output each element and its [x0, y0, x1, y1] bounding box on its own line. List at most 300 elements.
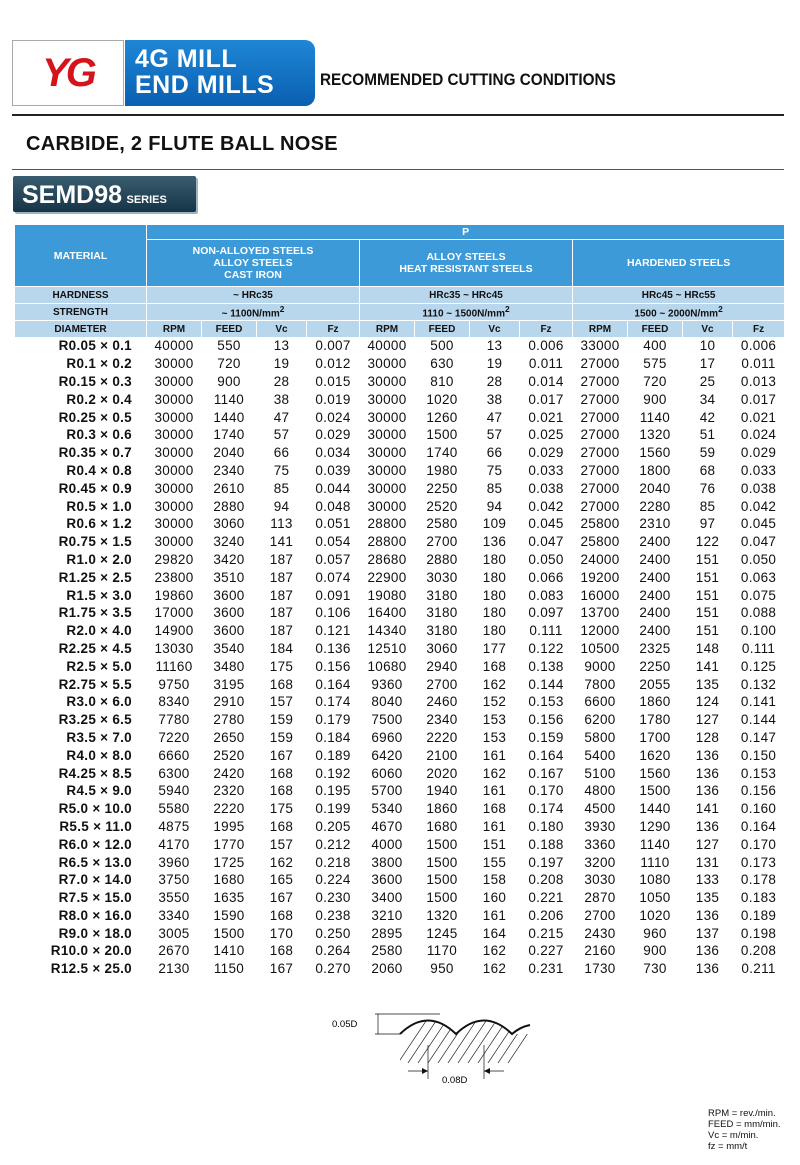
- value-cell: 0.125: [733, 658, 785, 676]
- diameter-cell: [15, 462, 147, 480]
- value-cell: 0.029: [733, 444, 785, 462]
- value-cell: 136: [683, 960, 733, 978]
- value-cell: 3200: [573, 854, 628, 872]
- table-row: [15, 800, 785, 818]
- times-symbol: ×: [100, 427, 109, 443]
- legend-fz: fz = mm/t: [708, 1141, 748, 1152]
- times-symbol: ×: [100, 356, 109, 372]
- diameter-cell: [15, 960, 147, 978]
- value-cell: 2895: [360, 925, 415, 943]
- value-cell: 6300: [147, 765, 202, 783]
- value-cell: 0.039: [307, 462, 360, 480]
- diameter-value: 0.3: [112, 373, 132, 389]
- value-cell: 30000: [147, 426, 202, 444]
- radius-value: R7.5: [58, 890, 89, 906]
- radius-value: R9.0: [58, 925, 89, 941]
- value-cell: 1995: [202, 818, 257, 836]
- radius-value: R0.05: [58, 338, 97, 354]
- value-cell: 3480: [202, 658, 257, 676]
- diameter-value: 5.5: [112, 676, 132, 692]
- legend-vc: Vc = m/min.: [708, 1130, 759, 1141]
- radius-value: R5.5: [59, 818, 90, 834]
- value-cell: 2700: [415, 533, 470, 551]
- value-cell: 1080: [628, 871, 683, 889]
- value-cell: 187: [257, 622, 307, 640]
- value-cell: 0.160: [733, 800, 785, 818]
- value-cell: 2400: [628, 622, 683, 640]
- radius-value: R0.4: [66, 462, 97, 478]
- value-cell: 168: [257, 676, 307, 694]
- value-cell: 57: [257, 426, 307, 444]
- diameter-value: 0.6: [112, 427, 132, 443]
- value-cell: 0.024: [733, 426, 785, 444]
- value-cell: 0.033: [733, 462, 785, 480]
- header-subtitle: RECOMMENDED CUTTING CONDITIONS: [320, 70, 616, 89]
- value-cell: 3005: [147, 925, 202, 943]
- value-cell: 4670: [360, 818, 415, 836]
- value-cell: 1020: [415, 391, 470, 409]
- times-symbol: ×: [100, 712, 109, 728]
- value-cell: 187: [257, 587, 307, 605]
- value-cell: 8340: [147, 693, 202, 711]
- value-cell: 34: [683, 391, 733, 409]
- series-badge: [13, 176, 196, 212]
- radius-value: R2.0: [66, 623, 97, 639]
- strength-2-value: 1110 ~ 1500N/mm: [422, 308, 505, 320]
- times-symbol: ×: [100, 783, 109, 799]
- value-cell: 0.184: [307, 729, 360, 747]
- value-cell: 0.100: [733, 622, 785, 640]
- diameter-value: 6.5: [112, 712, 132, 728]
- value-cell: 3600: [202, 622, 257, 640]
- group-1-line-3: CAST IRON: [224, 269, 282, 281]
- table-row: [15, 836, 785, 854]
- value-cell: 2460: [415, 693, 470, 711]
- value-cell: 3960: [147, 854, 202, 872]
- radius-value: R7.0: [58, 872, 89, 888]
- value-cell: 3600: [202, 587, 257, 605]
- col-header-feed-2: FEED: [415, 321, 470, 338]
- radius-value: R0.35: [58, 445, 97, 461]
- value-cell: 17: [683, 355, 733, 373]
- value-cell: 0.198: [733, 925, 785, 943]
- radius-value: R1.0: [66, 551, 97, 567]
- value-cell: 187: [257, 551, 307, 569]
- value-cell: 720: [202, 355, 257, 373]
- col-header-fz-1: Fz: [307, 321, 360, 338]
- diameter-value: 13.0: [104, 854, 132, 870]
- times-symbol: ×: [100, 534, 109, 550]
- diameter-cell: [15, 854, 147, 872]
- value-cell: 2650: [202, 729, 257, 747]
- table-row: [15, 658, 785, 676]
- value-cell: 27000: [573, 444, 628, 462]
- value-cell: 30000: [147, 515, 202, 533]
- value-cell: 2020: [415, 765, 470, 783]
- value-cell: 148: [683, 640, 733, 658]
- diameter-cell: [15, 907, 147, 925]
- table-row: [15, 640, 785, 658]
- value-cell: 40000: [147, 338, 202, 356]
- value-cell: 1860: [628, 693, 683, 711]
- col-header-feed-1: FEED: [202, 321, 257, 338]
- value-cell: 3400: [360, 889, 415, 907]
- value-cell: 2940: [415, 658, 470, 676]
- table-row: [15, 338, 785, 356]
- radius-value: R0.25: [58, 409, 97, 425]
- value-cell: 0.057: [307, 551, 360, 569]
- times-symbol: ×: [100, 516, 109, 532]
- value-cell: 47: [470, 409, 520, 427]
- value-cell: 30000: [360, 480, 415, 498]
- value-cell: 500: [415, 338, 470, 356]
- value-cell: 27000: [573, 480, 628, 498]
- value-cell: 0.088: [733, 604, 785, 622]
- value-cell: 0.066: [520, 569, 573, 587]
- hardness-2: HRc35 ~ HRc45: [360, 287, 573, 304]
- times-symbol: ×: [100, 409, 109, 425]
- value-cell: 180: [470, 622, 520, 640]
- times-symbol: ×: [100, 498, 109, 514]
- product-title-line2: END MILLS: [135, 71, 275, 99]
- diameter-cell: [15, 889, 147, 907]
- value-cell: 155: [470, 854, 520, 872]
- value-cell: 160: [470, 889, 520, 907]
- radius-value: R3.5: [66, 729, 97, 745]
- legend-rpm: RPM = rev./min.: [708, 1108, 776, 1119]
- value-cell: 0.014: [520, 373, 573, 391]
- value-cell: 30000: [147, 444, 202, 462]
- value-cell: 167: [257, 889, 307, 907]
- group-2-line-2: HEAT RESISTANT STEELS: [399, 263, 533, 275]
- value-cell: 4875: [147, 818, 202, 836]
- table-row: [15, 373, 785, 391]
- value-cell: 136: [683, 818, 733, 836]
- value-cell: 900: [628, 943, 683, 961]
- value-cell: 170: [257, 925, 307, 943]
- value-cell: 1140: [628, 409, 683, 427]
- value-cell: 2420: [202, 765, 257, 783]
- logo-text: YG: [42, 50, 94, 95]
- value-cell: 0.019: [307, 391, 360, 409]
- value-cell: 1110: [628, 854, 683, 872]
- value-cell: 168: [470, 800, 520, 818]
- value-cell: 0.141: [733, 693, 785, 711]
- value-cell: 13: [470, 338, 520, 356]
- value-cell: 2880: [202, 498, 257, 516]
- value-cell: 162: [470, 943, 520, 961]
- table-row: [15, 391, 785, 409]
- value-cell: 0.050: [520, 551, 573, 569]
- diameter-value: 0.8: [112, 462, 132, 478]
- value-cell: 168: [470, 658, 520, 676]
- value-cell: 68: [683, 462, 733, 480]
- group-2-line-1: ALLOY STEELS: [426, 251, 506, 263]
- value-cell: 0.047: [733, 533, 785, 551]
- value-cell: 0.075: [733, 587, 785, 605]
- value-cell: 136: [683, 943, 733, 961]
- value-cell: 1410: [202, 943, 257, 961]
- strength-2: [360, 304, 573, 321]
- value-cell: 6420: [360, 747, 415, 765]
- value-cell: 136: [683, 782, 733, 800]
- diameter-value: 0.2: [112, 356, 132, 372]
- value-cell: 4170: [147, 836, 202, 854]
- value-cell: 0.167: [520, 765, 573, 783]
- value-cell: 7780: [147, 711, 202, 729]
- radius-value: R0.6: [66, 516, 97, 532]
- table-row: [15, 587, 785, 605]
- radius-value: R8.0: [58, 907, 89, 923]
- col-header-rpm-1: RPM: [147, 321, 202, 338]
- value-cell: 1500: [628, 782, 683, 800]
- value-cell: 9360: [360, 676, 415, 694]
- diameter-value: 25.0: [104, 961, 132, 977]
- value-cell: 0.136: [307, 640, 360, 658]
- value-cell: 29820: [147, 551, 202, 569]
- value-cell: 0.091: [307, 587, 360, 605]
- value-cell: 28800: [360, 515, 415, 533]
- value-cell: 0.183: [733, 889, 785, 907]
- value-cell: 85: [257, 480, 307, 498]
- value-cell: 0.170: [520, 782, 573, 800]
- value-cell: 1635: [202, 889, 257, 907]
- value-cell: 124: [683, 693, 733, 711]
- col-header-rpm-3: RPM: [573, 321, 628, 338]
- value-cell: 0.021: [520, 409, 573, 427]
- value-cell: 2430: [573, 925, 628, 943]
- value-cell: 0.013: [733, 373, 785, 391]
- radius-value: R1.5: [66, 587, 97, 603]
- value-cell: 810: [415, 373, 470, 391]
- value-cell: 3340: [147, 907, 202, 925]
- value-cell: 0.230: [307, 889, 360, 907]
- value-cell: 162: [470, 765, 520, 783]
- table-row: [15, 907, 785, 925]
- group-header-3: [573, 240, 785, 287]
- value-cell: 11160: [147, 658, 202, 676]
- value-cell: 1860: [415, 800, 470, 818]
- table-row: [15, 711, 785, 729]
- value-cell: 0.045: [733, 515, 785, 533]
- times-symbol: ×: [100, 569, 109, 585]
- value-cell: 0.156: [520, 711, 573, 729]
- radius-value: R0.15: [58, 373, 97, 389]
- radius-value: R6.0: [58, 836, 89, 852]
- value-cell: 5700: [360, 782, 415, 800]
- times-symbol: ×: [100, 391, 109, 407]
- strength-3-value: 1500 ~ 2000N/mm: [634, 308, 719, 320]
- series-suffix: SERIES: [126, 194, 167, 206]
- value-cell: 7220: [147, 729, 202, 747]
- legend-feed: FEED = mm/min.: [708, 1119, 781, 1130]
- table-row: [15, 355, 785, 373]
- value-cell: 0.029: [520, 444, 573, 462]
- diameter-value: 4.0: [112, 623, 132, 639]
- radius-value: R1.75: [58, 605, 97, 621]
- radius-value: R2.25: [58, 640, 97, 656]
- value-cell: 13: [257, 338, 307, 356]
- pitch-label: 0.08D: [442, 1075, 468, 1085]
- cusp-profile: [400, 1021, 530, 1035]
- value-cell: 135: [683, 889, 733, 907]
- value-cell: 0.121: [307, 622, 360, 640]
- value-cell: 10680: [360, 658, 415, 676]
- value-cell: 0.178: [733, 871, 785, 889]
- value-cell: 0.144: [520, 676, 573, 694]
- times-symbol: ×: [100, 445, 109, 461]
- value-cell: 0.211: [733, 960, 785, 978]
- diameter-cell: [15, 569, 147, 587]
- value-cell: 1590: [202, 907, 257, 925]
- value-cell: 22900: [360, 569, 415, 587]
- value-cell: 0.144: [733, 711, 785, 729]
- value-cell: 180: [470, 587, 520, 605]
- value-cell: 30000: [360, 462, 415, 480]
- col-header-fz-2: Fz: [520, 321, 573, 338]
- value-cell: 5100: [573, 765, 628, 783]
- value-cell: 151: [683, 551, 733, 569]
- times-symbol: ×: [92, 801, 101, 817]
- table-row: [15, 818, 785, 836]
- value-cell: 0.111: [733, 640, 785, 658]
- value-cell: 19080: [360, 587, 415, 605]
- diameter-cell: [15, 871, 147, 889]
- value-cell: 0.192: [307, 765, 360, 783]
- depth-label: 0.05D: [332, 1019, 358, 1030]
- diameter-value: 9.0: [112, 783, 132, 799]
- value-cell: 5400: [573, 747, 628, 765]
- value-cell: 30000: [360, 409, 415, 427]
- strength-3: [573, 304, 785, 321]
- value-cell: 14340: [360, 622, 415, 640]
- radius-value: R0.45: [58, 480, 97, 496]
- value-cell: 2400: [628, 587, 683, 605]
- table-row: [15, 960, 785, 978]
- value-cell: 157: [257, 836, 307, 854]
- value-cell: 0.215: [520, 925, 573, 943]
- diameter-cell: [15, 622, 147, 640]
- value-cell: 141: [683, 800, 733, 818]
- value-cell: 0.097: [520, 604, 573, 622]
- diameter-cell: [15, 836, 147, 854]
- group-1-line-2: ALLOY STEELS: [213, 257, 293, 269]
- table-row: [15, 729, 785, 747]
- value-cell: 168: [257, 782, 307, 800]
- value-cell: 19200: [573, 569, 628, 587]
- value-cell: 3030: [573, 871, 628, 889]
- value-cell: 1940: [415, 782, 470, 800]
- diameter-cell: [15, 729, 147, 747]
- diameter-cell: [15, 515, 147, 533]
- table-body: [15, 338, 785, 979]
- page-header: [12, 40, 784, 114]
- value-cell: 3060: [202, 515, 257, 533]
- value-cell: 0.011: [520, 355, 573, 373]
- value-cell: 9000: [573, 658, 628, 676]
- value-cell: 30000: [147, 498, 202, 516]
- value-cell: 1740: [202, 426, 257, 444]
- table-row: [15, 943, 785, 961]
- value-cell: 3195: [202, 676, 257, 694]
- value-cell: 0.153: [733, 765, 785, 783]
- value-cell: 630: [415, 355, 470, 373]
- value-cell: 175: [257, 800, 307, 818]
- value-cell: 2040: [202, 444, 257, 462]
- value-cell: 135: [683, 676, 733, 694]
- value-cell: 151: [683, 604, 733, 622]
- value-cell: 30000: [147, 355, 202, 373]
- value-cell: 0.054: [307, 533, 360, 551]
- value-cell: 27000: [573, 409, 628, 427]
- value-cell: 3800: [360, 854, 415, 872]
- value-cell: 180: [470, 569, 520, 587]
- value-cell: 141: [257, 533, 307, 551]
- value-cell: 2520: [415, 498, 470, 516]
- value-cell: 161: [470, 907, 520, 925]
- value-cell: 30000: [147, 480, 202, 498]
- value-cell: 151: [683, 569, 733, 587]
- table-row: [15, 604, 785, 622]
- value-cell: 0.048: [307, 498, 360, 516]
- value-cell: 6600: [573, 693, 628, 711]
- times-symbol: ×: [92, 854, 101, 870]
- diameter-cell: [15, 587, 147, 605]
- value-cell: 161: [470, 782, 520, 800]
- diameter-value: 0.4: [112, 391, 132, 407]
- value-cell: 0.208: [520, 871, 573, 889]
- value-cell: 30000: [360, 391, 415, 409]
- value-cell: 3930: [573, 818, 628, 836]
- table-row: [15, 889, 785, 907]
- value-cell: 131: [683, 854, 733, 872]
- value-cell: 0.044: [307, 480, 360, 498]
- value-cell: 0.250: [307, 925, 360, 943]
- value-cell: 5340: [360, 800, 415, 818]
- diameter-cell: [15, 711, 147, 729]
- diameter-cell: [15, 658, 147, 676]
- value-cell: 168: [257, 907, 307, 925]
- value-cell: 2130: [147, 960, 202, 978]
- value-cell: 136: [470, 533, 520, 551]
- value-cell: 0.011: [733, 355, 785, 373]
- value-cell: 0.238: [307, 907, 360, 925]
- value-cell: 1150: [202, 960, 257, 978]
- value-cell: 5580: [147, 800, 202, 818]
- value-cell: 30000: [360, 426, 415, 444]
- value-cell: 1725: [202, 854, 257, 872]
- value-cell: 66: [470, 444, 520, 462]
- value-cell: 42: [683, 409, 733, 427]
- col-header-vc-1: Vc: [257, 321, 307, 338]
- col-header-rpm-2: RPM: [360, 321, 415, 338]
- diameter-value: 8.0: [112, 747, 132, 763]
- value-cell: 0.024: [307, 409, 360, 427]
- value-cell: 2220: [415, 729, 470, 747]
- value-cell: 28680: [360, 551, 415, 569]
- hardness-1: ~ HRc35: [147, 287, 360, 304]
- value-cell: 152: [470, 693, 520, 711]
- diameter-value: 6.0: [112, 694, 132, 710]
- value-cell: 38: [257, 391, 307, 409]
- strength-label: STRENGTH: [15, 304, 147, 321]
- value-cell: 3210: [360, 907, 415, 925]
- diameter-value: 1.5: [112, 534, 132, 550]
- table-row: [15, 854, 785, 872]
- value-cell: 0.038: [733, 480, 785, 498]
- value-cell: 3540: [202, 640, 257, 658]
- value-cell: 12000: [573, 622, 628, 640]
